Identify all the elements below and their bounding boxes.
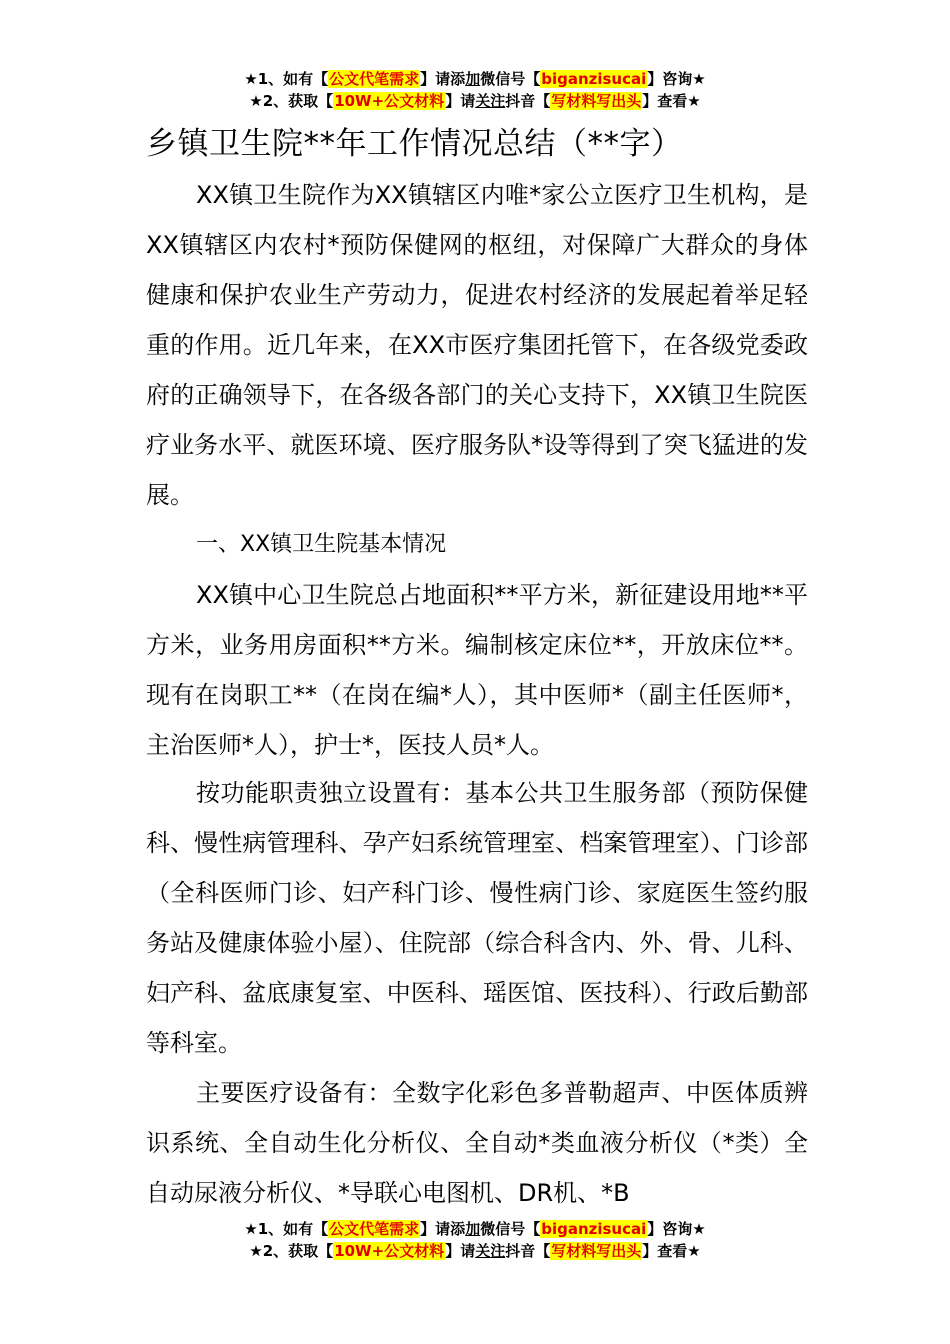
header-banner — [0, 68, 950, 112]
banner-line-1 — [0, 68, 950, 90]
banner-text: ★2、获取【 — [249, 1242, 334, 1260]
wechat-id: biganzisucai — [541, 1220, 647, 1238]
banner-highlight: 10W+公文材料 — [334, 1242, 445, 1260]
paragraph-departments: 按功能职责独立设置有：基本公共卫生服务部（预防保健科、慢性病管理科、孕产妇系统管理室、档案管理室）、门诊部（全科医师门诊、妇产科门诊、慢性病门诊、家庭医生签约服务站及健康体验小屋）、住院部（综合科含内、外、骨、儿科、妇产科、盆底康复室、中医科、瑶医馆、医技科）、行政后勤部等科室。 — [146, 779, 808, 1057]
banner-text: ★1、如有【 — [244, 70, 329, 88]
banner-text: 】查看★ — [642, 92, 701, 110]
douyin-name: 写材料写出头 — [551, 1242, 642, 1260]
document-title: 乡镇卫生院**年工作情况总结（**字） — [146, 126, 683, 162]
banner-text: 】请添 — [420, 1220, 466, 1238]
banner-text: 微信号【 — [480, 1220, 541, 1238]
banner-text: 关注 — [475, 1242, 506, 1260]
banner-text: 】请 — [445, 92, 476, 110]
banner-text: 加 — [465, 1220, 481, 1238]
banner-text: 抖音【 — [505, 92, 551, 110]
banner-text: ★2、获取【 — [249, 92, 334, 110]
banner-text: 加 — [465, 70, 481, 88]
banner-highlight: 10W+公文材料 — [334, 92, 445, 110]
paragraph-intro: XX镇卫生院作为XX镇辖区内唯*家公立医疗卫生机构，是XX镇辖区内农村*预防保健网的枢纽，对保障广大群众的身体健康和保护农业生产劳动力，促进农村经济的发展起着举足轻重的作用。近几年来，在XX市医疗集团托管下，在各级党委政府的正确领导下，在各级各部门的关心支持下，XX镇卫生院医疗业务水平、就医环境、医疗服务队*设等得到了突飞猛进的发展。 — [146, 181, 808, 509]
wechat-id: biganzisucai — [541, 70, 647, 88]
banner-line-2 — [0, 1240, 950, 1262]
banner-line-2 — [0, 90, 950, 112]
banner-text: 】咨询★ — [647, 1220, 706, 1238]
banner-text: 】咨询★ — [647, 70, 706, 88]
banner-text: 微信号【 — [480, 70, 541, 88]
banner-text: 】查看★ — [642, 1242, 701, 1260]
banner-text: 关注 — [475, 92, 506, 110]
banner-text: ★1、如有【 — [244, 1220, 329, 1238]
section-heading: 一、XX镇卫生院基本情况 — [196, 532, 447, 557]
banner-highlight: 公文代笔需求 — [329, 1220, 420, 1238]
paragraph-equipment: 主要医疗设备有：全数字化彩色多普勒超声、中医体质辨识系统、全自动生化分析仪、全自动*类血液分析仪（*类）全自动尿液分析仪、*导联心电图机、DR机、*B — [146, 1079, 808, 1207]
banner-highlight: 公文代笔需求 — [329, 70, 420, 88]
footer-banner — [0, 1218, 950, 1262]
paragraph-basic-info: XX镇中心卫生院总占地面积**平方米，新征建设用地**平方米，业务用房面积**方米。编制核定床位**，开放床位**。现有在岗职工**（在岗在编*人），其中医师*（副主任医师*，主治医师*人），护士*，医技人员*人。 — [146, 581, 808, 759]
banner-text: 】请添 — [420, 70, 466, 88]
banner-text: 】请 — [445, 1242, 476, 1260]
douyin-name: 写材料写出头 — [551, 92, 642, 110]
banner-text: 抖音【 — [505, 1242, 551, 1260]
banner-line-1 — [0, 1218, 950, 1240]
